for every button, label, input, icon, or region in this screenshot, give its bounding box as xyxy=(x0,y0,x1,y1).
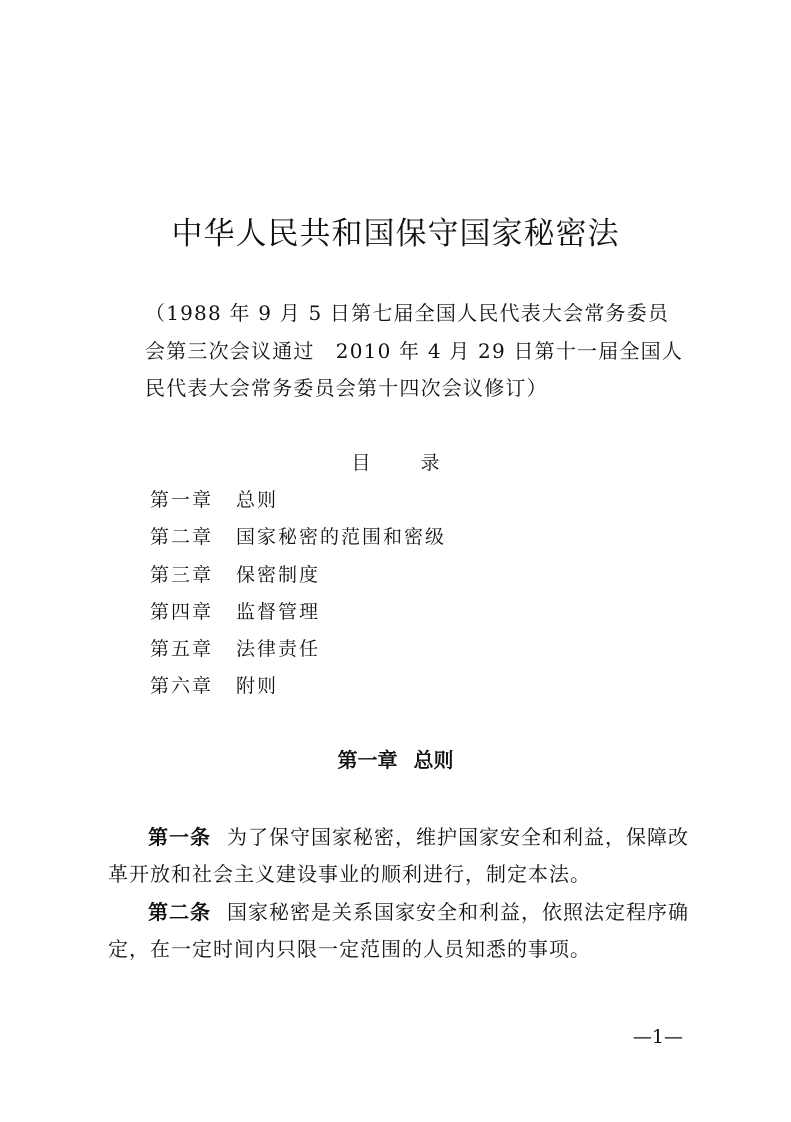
toc-chapter: 第四章 xyxy=(150,601,214,623)
toc-chapter-name: 附则 xyxy=(236,675,279,697)
article-text: 国家秘密是关系国家安全和利益，依照法定程序确 xyxy=(227,900,689,924)
article-text: 定，在一定时间内只限一定范围的人员知悉的事项。 xyxy=(108,937,591,961)
toc-chapter-name: 保密制度 xyxy=(236,564,321,586)
subtitle-line: 民代表大会常务委员会第十四次会议修订） xyxy=(145,376,548,400)
toc-heading-right: 录 xyxy=(420,452,440,474)
toc-item xyxy=(150,486,278,514)
article-label: 第二条 xyxy=(148,900,211,924)
toc-chapter-name: 监督管理 xyxy=(236,601,321,623)
toc-item xyxy=(150,561,320,589)
toc-item xyxy=(150,598,320,626)
article-line xyxy=(108,934,698,964)
article-line xyxy=(108,859,698,889)
subtitle-line: 会第三次会议通过 2010 年 4 月 29 日第十一届全国人 xyxy=(145,339,684,363)
toc-chapter: 第一章 xyxy=(150,489,214,511)
chapter-heading xyxy=(0,745,791,775)
chapter-heading-name: 总则 xyxy=(413,748,454,772)
toc-chapter-name: 国家秘密的范围和密级 xyxy=(236,526,447,548)
document-title: 中华人民共和国保守国家秘密法 xyxy=(171,216,620,252)
toc-item xyxy=(150,523,446,551)
chapter-heading-number: 第一章 xyxy=(337,748,398,772)
table-of-contents-heading xyxy=(0,449,791,477)
toc-chapter: 第六章 xyxy=(150,675,214,697)
toc-chapter: 第三章 xyxy=(150,564,214,586)
article-label: 第一条 xyxy=(148,825,211,849)
toc-chapter-name: 法律责任 xyxy=(236,638,321,660)
subtitle-line: （1988 年 9 月 5 日第七届全国人民代表大会常务委员 xyxy=(145,301,670,325)
toc-chapter: 第五章 xyxy=(150,638,214,660)
page-number: —1— xyxy=(632,1026,683,1048)
toc-heading-left: 目 xyxy=(351,452,371,474)
article-text: 革开放和社会主义建设事业的顺利进行，制定本法。 xyxy=(108,862,591,886)
toc-item xyxy=(150,672,278,700)
toc-item xyxy=(150,635,320,663)
toc-chapter-name: 总则 xyxy=(236,489,279,511)
article-line xyxy=(148,822,738,852)
article-line xyxy=(148,897,738,927)
article-text: 为了保守国家秘密，维护国家安全和利益，保障改 xyxy=(227,825,689,849)
toc-chapter: 第二章 xyxy=(150,526,214,548)
